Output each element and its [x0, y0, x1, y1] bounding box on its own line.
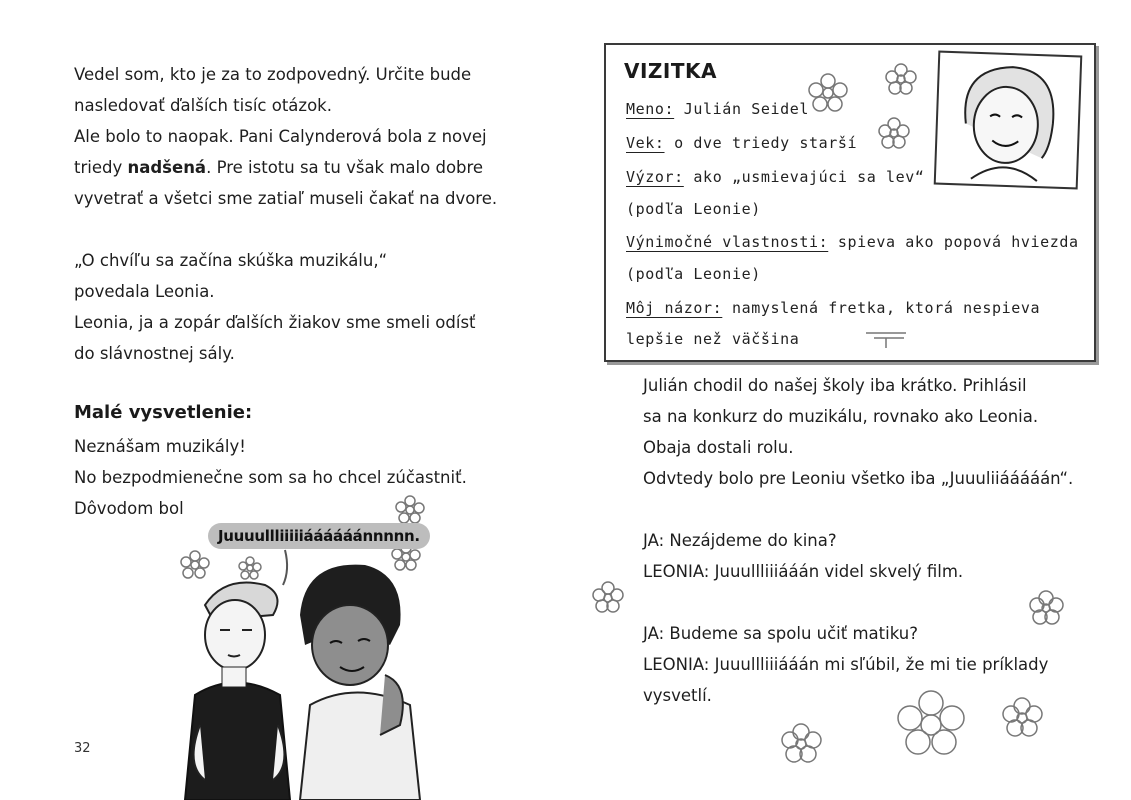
flower-icon: [593, 582, 623, 612]
text-line: JA: Nezájdeme do kina?: [643, 531, 837, 550]
card-label: Výnimočné vlastnosti:: [626, 233, 829, 251]
text-line: Julián chodil do našej školy iba krátko. Prihlásil: [643, 376, 1027, 395]
text-line: JA: Budeme sa spolu učiť matiku?: [643, 624, 918, 643]
text-line: vysvetlí.: [643, 686, 712, 705]
text-line: Ale bolo to naopak. Pani Calynderová bola z novej: [74, 127, 487, 146]
page-number: 32: [74, 741, 91, 756]
text-line: Vedel som, kto je za to zodpovedný. Určite bude: [74, 65, 472, 84]
card-value: namyslená fretka, ktorá nespieva: [722, 299, 1041, 317]
speech-tail: [283, 550, 287, 585]
text-line: Obaja dostali rolu.: [643, 438, 794, 457]
text-line: Leonia, ja a zopár ďalších žiakov sme smeli odísť: [74, 313, 476, 332]
card-label: Výzor:: [626, 168, 684, 186]
flower-icon: [396, 496, 424, 523]
text-line: sa na konkurz do muzikálu, rovnako ako Leonia.: [643, 407, 1039, 426]
card-value: (podľa Leonie): [626, 265, 761, 283]
text-line: povedala Leonia.: [74, 282, 215, 301]
text-line: nasledovať ďalších tisíc otázok.: [74, 96, 332, 115]
decorative-flowers: [586, 560, 1086, 780]
flower-icon: [1030, 591, 1063, 624]
text-line: [74, 152, 497, 183]
card-value: lepšie než väčšina: [626, 330, 800, 348]
paragraph-1: [74, 59, 497, 214]
card-value: ako „usmievajúci sa lev“: [683, 168, 925, 186]
subheading: Malé vysvetlenie:: [74, 402, 253, 423]
text-line: No bezpodmienečne som sa ho chcel zúčastniť.: [74, 468, 467, 487]
flower-icon: [181, 551, 209, 578]
girl-figure: [300, 565, 420, 800]
card-label: Môj názor:: [626, 299, 723, 317]
card-label: Vek:: [626, 134, 665, 152]
card-value: o dve triedy starší: [664, 134, 858, 152]
text-line: LEONIA: Juuullliiiááán mi sľúbil, že mi tie príklady: [643, 655, 1049, 674]
text-fragment: . Pre istotu sa tu však malo dobre: [206, 158, 484, 177]
card-title: VIZITKA: [624, 59, 717, 83]
boy-figure: [185, 583, 290, 800]
emphasis-word: nadšená: [127, 158, 207, 177]
flower-icon: [1003, 698, 1042, 736]
paragraph-2: [74, 245, 476, 369]
text-line: vyvetrať a všetci sme zatiaľ museli čakať na dvore.: [74, 189, 498, 208]
text-line: „O chvíľu sa začína skúška muzikálu,“: [74, 251, 388, 270]
card-value: Julián Seidel: [674, 100, 809, 118]
text-line: do slávnostnej sály.: [74, 344, 235, 363]
text-line: Neznášam muzikály!: [74, 437, 246, 456]
card-label: Meno:: [626, 100, 675, 118]
flower-icon: [782, 724, 821, 762]
card-value: (podľa Leonie): [626, 200, 761, 218]
card-value: spieva ako popová hviezda: [828, 233, 1079, 251]
paragraph-julian: [643, 370, 1073, 494]
left-page: [0, 0, 565, 800]
text-line: Odvtedy bolo pre Leoniu všetko iba „Juuuliiááááán“.: [643, 469, 1074, 488]
flower-icon: [239, 557, 261, 579]
flower-icon: [898, 691, 964, 754]
text-line: LEONIA: Juuullliiiááán videl skvelý film.: [643, 562, 964, 581]
right-page: [566, 0, 1131, 800]
text-fragment: triedy: [74, 158, 128, 177]
speech-bubble: Juuuullliiiiiáááááánnnnn.: [208, 523, 430, 549]
text-line: Dôvodom bol: [74, 499, 184, 518]
